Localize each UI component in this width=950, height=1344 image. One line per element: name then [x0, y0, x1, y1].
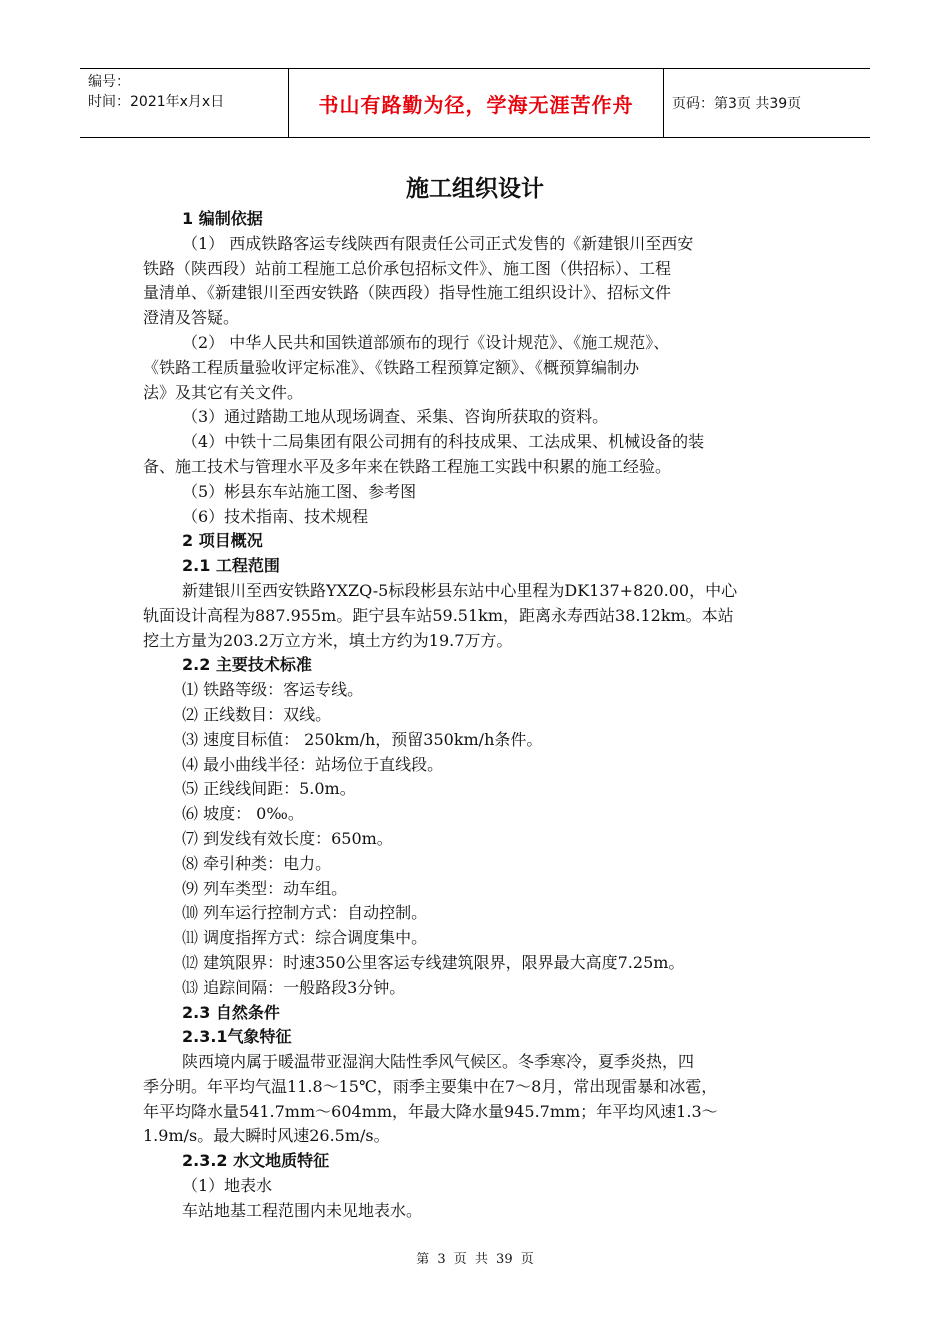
time-label: 时间：2021年x月x日: [88, 94, 225, 110]
paragraph-line: ⑼ 列车类型：动车组。: [182, 878, 348, 898]
paragraph-line: 陕西境内属于暖温带亚湿润大陆性季风气候区。冬季寒冷，夏季炎热，四: [182, 1052, 695, 1072]
page-label: 页码：第3页 共39页: [672, 96, 802, 112]
number-label: 编号：: [88, 74, 130, 90]
paragraph-line: （2） 中华人民共和国铁道部颁布的现行《设计规范》、《施工规范》、: [182, 332, 670, 352]
section-heading: 2.1 工程范围: [182, 556, 280, 576]
section-heading: 2.2 主要技术标准: [182, 655, 312, 675]
paragraph-line: ⑿ 建筑限界：时速350公里客运专线建筑限界，限界最大高度7.25m。: [182, 952, 685, 972]
paragraph-line: （1） 西成铁路客运专线陕西有限责任公司正式发售的《新建银川至西安: [182, 233, 694, 253]
paragraph-line: 车站地基工程范围内未见地表水。: [182, 1200, 423, 1220]
section-heading: 1 编制依据: [182, 209, 263, 228]
document-body: [143, 207, 811, 1224]
paragraph-line: ⑶ 速度目标值： 250km/h，预留350km/h条件。: [182, 729, 543, 749]
section-heading: 2.3 自然条件: [182, 1002, 280, 1022]
paragraph-line: （4）中铁十二局集团有限公司拥有的科技成果、工法成果、机械设备的装: [182, 432, 705, 452]
paragraph-line: 年平均降水量541.7mm～604mm，年最大降水量945.7mm；年平均风速1.3～: [143, 1101, 718, 1121]
paragraph-line: ⑽ 列车运行控制方式：自动控制。: [182, 903, 428, 923]
paragraph-line: ⑵ 正线数目：双线。: [182, 704, 332, 724]
paragraph-line: 1.9m/s。最大瞬时风速26.5m/s。: [143, 1126, 390, 1146]
paragraph-line: 澄清及答疑。: [143, 308, 240, 328]
paragraph-line: 新建银川至西安铁路YXZQ-5标段彬县东站中心里程为DK137+820.00，中心: [182, 580, 738, 600]
header-table: [80, 68, 870, 138]
paragraph-line: 季分明。年平均气温11.8～15℃，雨季主要集中在7～8月，常出现雷暴和冰雹，: [143, 1076, 718, 1096]
paragraph-line: ⑹ 坡度： 0‰。: [182, 804, 304, 824]
document-title: 施工组织设计: [406, 176, 544, 202]
paragraph-line: （5）彬县东车站施工图、参考图: [182, 481, 417, 501]
paragraph-line: （1）地表水: [182, 1176, 273, 1196]
paragraph-line: ⒀ 追踪间隔：一般路段3分钟。: [182, 977, 406, 997]
page-footer: 第 3 页 共 39 页: [416, 1252, 534, 1267]
paragraph-line: ⑾ 调度指挥方式：综合调度集中。: [182, 928, 428, 948]
section-heading: 2.3.2 水文地质特征: [182, 1151, 330, 1171]
paragraph-line: ⑸ 正线线间距：5.0m。: [182, 779, 356, 799]
paragraph-line: 量清单、《新建银川至西安铁路（陕西段）指导性施工组织设计》、招标文件: [143, 283, 672, 303]
section-heading: 2 项目概况: [182, 531, 263, 551]
paragraph-line: 备、施工技术与管理水平及多年来在铁路工程施工实践中积累的施工经验。: [143, 456, 672, 476]
paragraph-line: ⑻ 牵引种类：电力。: [182, 853, 332, 873]
paragraph-line: 轨面设计高程为887.955m。距宁县车站59.51km，距离永寿西站38.12km。本站: [143, 605, 734, 625]
paragraph-line: ⑴ 铁路等级：客运专线。: [182, 680, 364, 700]
section-heading: 2.3.1气象特征: [182, 1027, 292, 1047]
paragraph-line: ⑷ 最小曲线半径：站场位于直线段。: [182, 754, 444, 774]
paragraph-line: 法》及其它有关文件。: [143, 382, 304, 402]
header-left-cell: [80, 69, 289, 137]
paragraph-line: 挖土方量为203.2万立方米，填土方约为19.7万方。: [143, 630, 513, 650]
paragraph-line: （6）技术指南、技术规程: [182, 506, 369, 526]
paragraph-line: 《铁路工程质量验收评定标准》、《铁路工程预算定额》、《概预算编制办: [143, 357, 640, 377]
paragraph-line: （3）通过踏勘工地从现场调查、采集、咨询所获取的资料。: [182, 407, 609, 427]
paragraph-line: 铁路（陕西段）站前工程施工总价承包招标文件》、施工图（供招标）、工程: [143, 258, 672, 278]
motto: 书山有路勤为径，学海无涯苦作舟: [289, 69, 664, 137]
paragraph-line: ⑺ 到发线有效长度：650m。: [182, 828, 393, 848]
